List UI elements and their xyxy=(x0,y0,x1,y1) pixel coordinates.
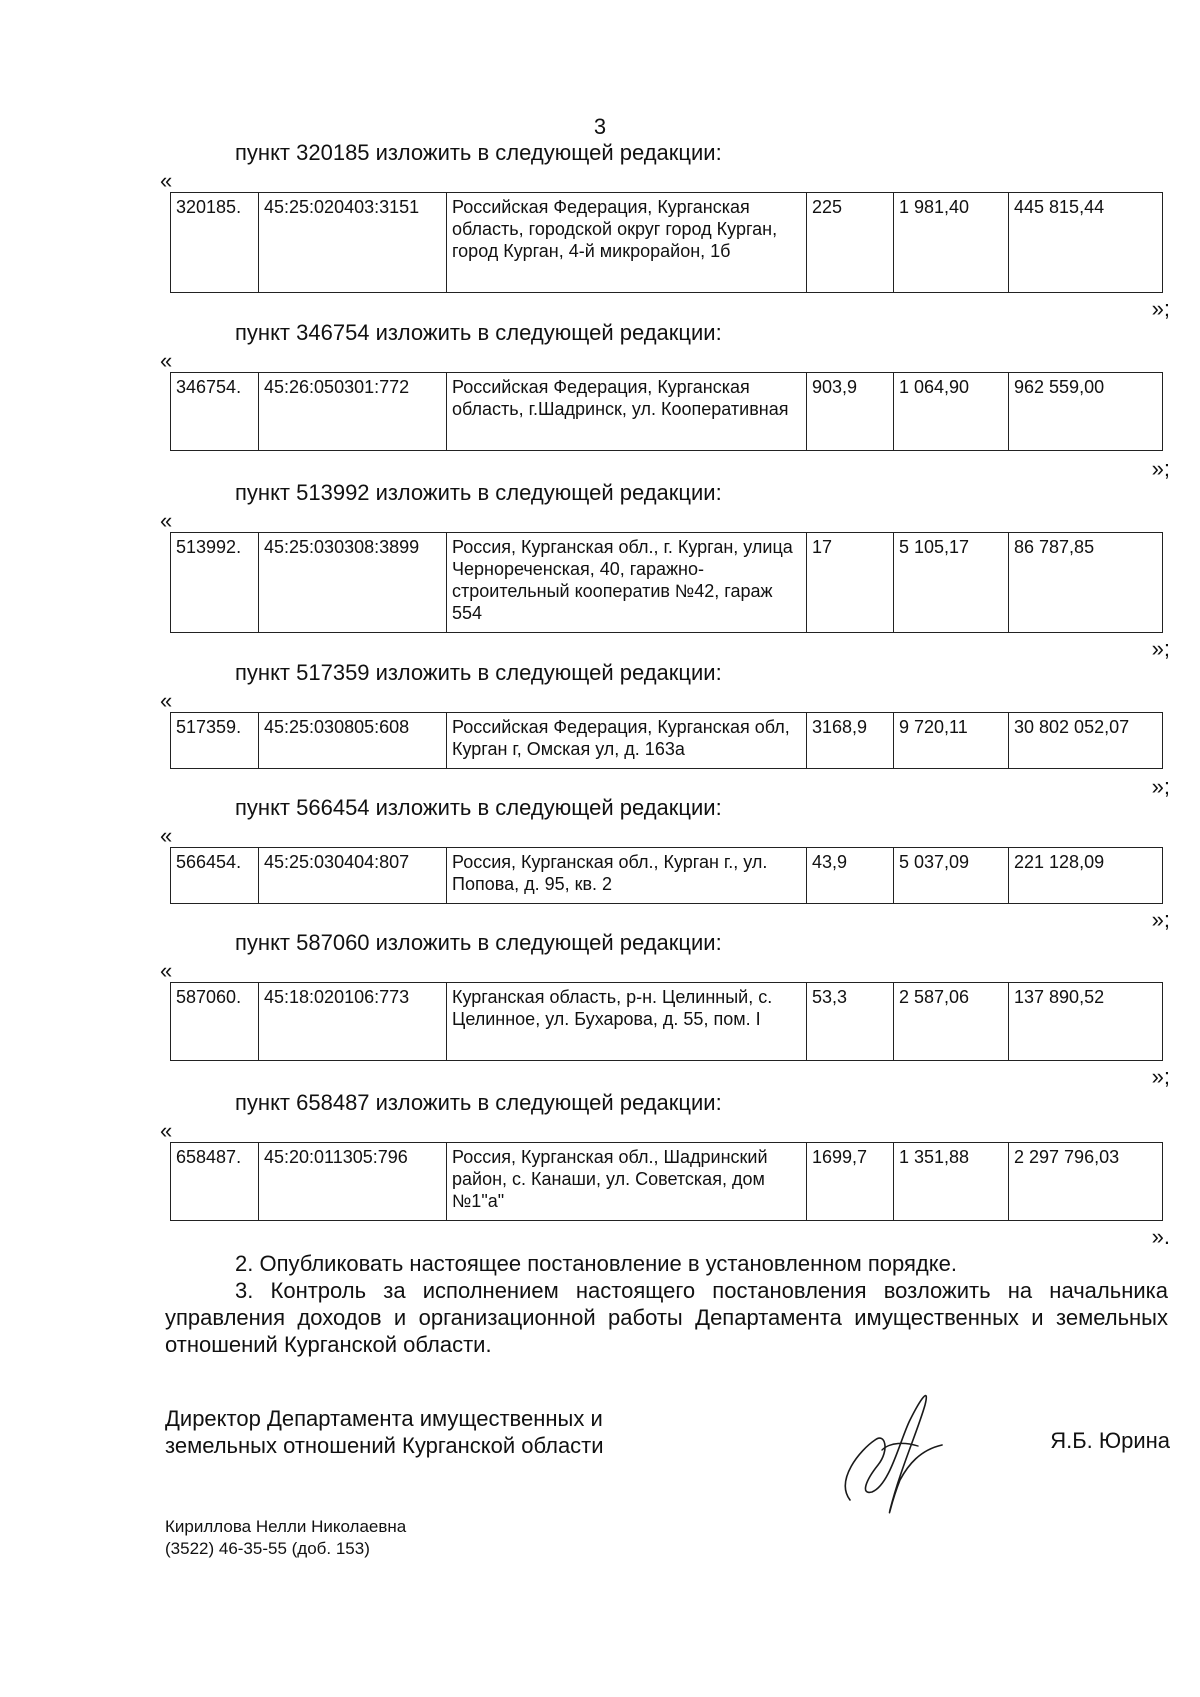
row-number: 517359. xyxy=(171,713,259,769)
table-row xyxy=(171,983,1163,1061)
table-row xyxy=(171,533,1163,633)
signatory-title xyxy=(165,1405,604,1459)
open-quote: « xyxy=(160,1118,173,1143)
handwritten-signature xyxy=(830,1380,960,1520)
section-heading: пункт 566454 изложить в следующей редакции: xyxy=(235,795,722,820)
data-table xyxy=(170,1142,1163,1221)
row-number: 566454. xyxy=(171,848,259,904)
close-quote: »; xyxy=(1151,907,1170,932)
cadastral-value: 137 890,52 xyxy=(1009,983,1163,1061)
cadastral-value: 2 297 796,03 xyxy=(1009,1143,1163,1221)
cadastral-number: 45:26:050301:772 xyxy=(259,373,447,451)
area: 225 xyxy=(807,193,894,293)
signatory-title-line: Директор Департамента имущественных и xyxy=(165,1406,603,1431)
cadastral-value: 962 559,00 xyxy=(1009,373,1163,451)
rate: 5 037,09 xyxy=(894,848,1009,904)
address: Россия, Курганская обл., Шадринский район, с. Канаши, ул. Советская, дом №1"а" xyxy=(447,1143,807,1221)
contact-info xyxy=(165,1516,406,1560)
paragraph-publish-text: 2. Опубликовать настоящее постановление в установленном порядке. xyxy=(235,1251,957,1276)
close-quote: ». xyxy=(1151,1224,1170,1249)
signatory-name: Я.Б. Юрина xyxy=(1050,1428,1170,1453)
open-quote: « xyxy=(160,958,173,983)
table-row xyxy=(171,373,1163,451)
close-quote: »; xyxy=(1151,296,1170,321)
open-quote: « xyxy=(160,348,173,373)
data-table xyxy=(170,847,1163,904)
data-table xyxy=(170,712,1163,769)
area: 903,9 xyxy=(807,373,894,451)
area: 53,3 xyxy=(807,983,894,1061)
rate: 5 105,17 xyxy=(894,533,1009,633)
close-quote: »; xyxy=(1151,1064,1170,1089)
data-table xyxy=(170,372,1163,451)
cadastral-number: 45:25:020403:3151 xyxy=(259,193,447,293)
section-heading: пункт 658487 изложить в следующей редакции: xyxy=(235,1090,722,1115)
area: 3168,9 xyxy=(807,713,894,769)
close-quote: »; xyxy=(1151,456,1170,481)
section-heading: пункт 320185 изложить в следующей редакции: xyxy=(235,140,722,165)
section-heading: пункт 346754 изложить в следующей редакции: xyxy=(235,320,722,345)
paragraph-control xyxy=(165,1277,1168,1358)
contact-phone: (3522) 46-35-55 (доб. 153) xyxy=(165,1539,370,1558)
table-row xyxy=(171,713,1163,769)
row-number: 658487. xyxy=(171,1143,259,1221)
rate: 1 351,88 xyxy=(894,1143,1009,1221)
open-quote: « xyxy=(160,688,173,713)
area: 43,9 xyxy=(807,848,894,904)
section-heading: пункт 587060 изложить в следующей редакции: xyxy=(235,930,722,955)
cadastral-number: 45:25:030308:3899 xyxy=(259,533,447,633)
table-row xyxy=(171,193,1163,293)
paragraph-publish xyxy=(165,1250,1168,1277)
cadastral-value: 30 802 052,07 xyxy=(1009,713,1163,769)
contact-name: Кириллова Нелли Николаевна xyxy=(165,1517,407,1536)
cadastral-value: 86 787,85 xyxy=(1009,533,1163,633)
row-number: 346754. xyxy=(171,373,259,451)
row-number: 513992. xyxy=(171,533,259,633)
table-row xyxy=(171,1143,1163,1221)
open-quote: « xyxy=(160,168,173,193)
cadastral-value: 445 815,44 xyxy=(1009,193,1163,293)
paragraph-control-text: 3. Контроль за исполнением настоящего постановления возложить на начальника управления доходов и организационной работы Департамента имущественных и земельных отношений Курганской области. xyxy=(165,1278,1168,1357)
address: Российская Федерация, Курганская обл, Курган г, Омская ул, д. 163а xyxy=(447,713,807,769)
cadastral-number: 45:18:020106:773 xyxy=(259,983,447,1061)
data-table xyxy=(170,982,1163,1061)
data-table xyxy=(170,532,1163,633)
cadastral-value: 221 128,09 xyxy=(1009,848,1163,904)
address: Российская Федерация, Курганская область, г.Шадринск, ул. Кооперативная xyxy=(447,373,807,451)
rate: 1 064,90 xyxy=(894,373,1009,451)
section-heading: пункт 513992 изложить в следующей редакции: xyxy=(235,480,722,505)
row-number: 587060. xyxy=(171,983,259,1061)
area: 1699,7 xyxy=(807,1143,894,1221)
cadastral-number: 45:20:011305:796 xyxy=(259,1143,447,1221)
row-number: 320185. xyxy=(171,193,259,293)
close-quote: »; xyxy=(1151,636,1170,661)
table-row xyxy=(171,848,1163,904)
signatory-title-line: земельных отношений Курганской области xyxy=(165,1433,604,1458)
address: Российская Федерация, Курганская область, городской округ город Курган, город Курган, 4-й микрорайон, 1б xyxy=(447,193,807,293)
cadastral-number: 45:25:030404:807 xyxy=(259,848,447,904)
rate: 9 720,11 xyxy=(894,713,1009,769)
address: Россия, Курганская обл., Курган г., ул. Попова, д. 95, кв. 2 xyxy=(447,848,807,904)
rate: 2 587,06 xyxy=(894,983,1009,1061)
address: Курганская область, р-н. Целинный, с. Целинное, ул. Бухарова, д. 55, пом. I xyxy=(447,983,807,1061)
close-quote: »; xyxy=(1151,774,1170,799)
data-table xyxy=(170,192,1163,293)
rate: 1 981,40 xyxy=(894,193,1009,293)
area: 17 xyxy=(807,533,894,633)
cadastral-number: 45:25:030805:608 xyxy=(259,713,447,769)
open-quote: « xyxy=(160,823,173,848)
section-heading: пункт 517359 изложить в следующей редакции: xyxy=(235,660,722,685)
open-quote: « xyxy=(160,508,173,533)
address: Россия, Курганская обл., г. Курган, улица Чернореченская, 40, гаражно-строительный кооператив №42, гараж 554 xyxy=(447,533,807,633)
page-number: 3 xyxy=(593,114,607,139)
